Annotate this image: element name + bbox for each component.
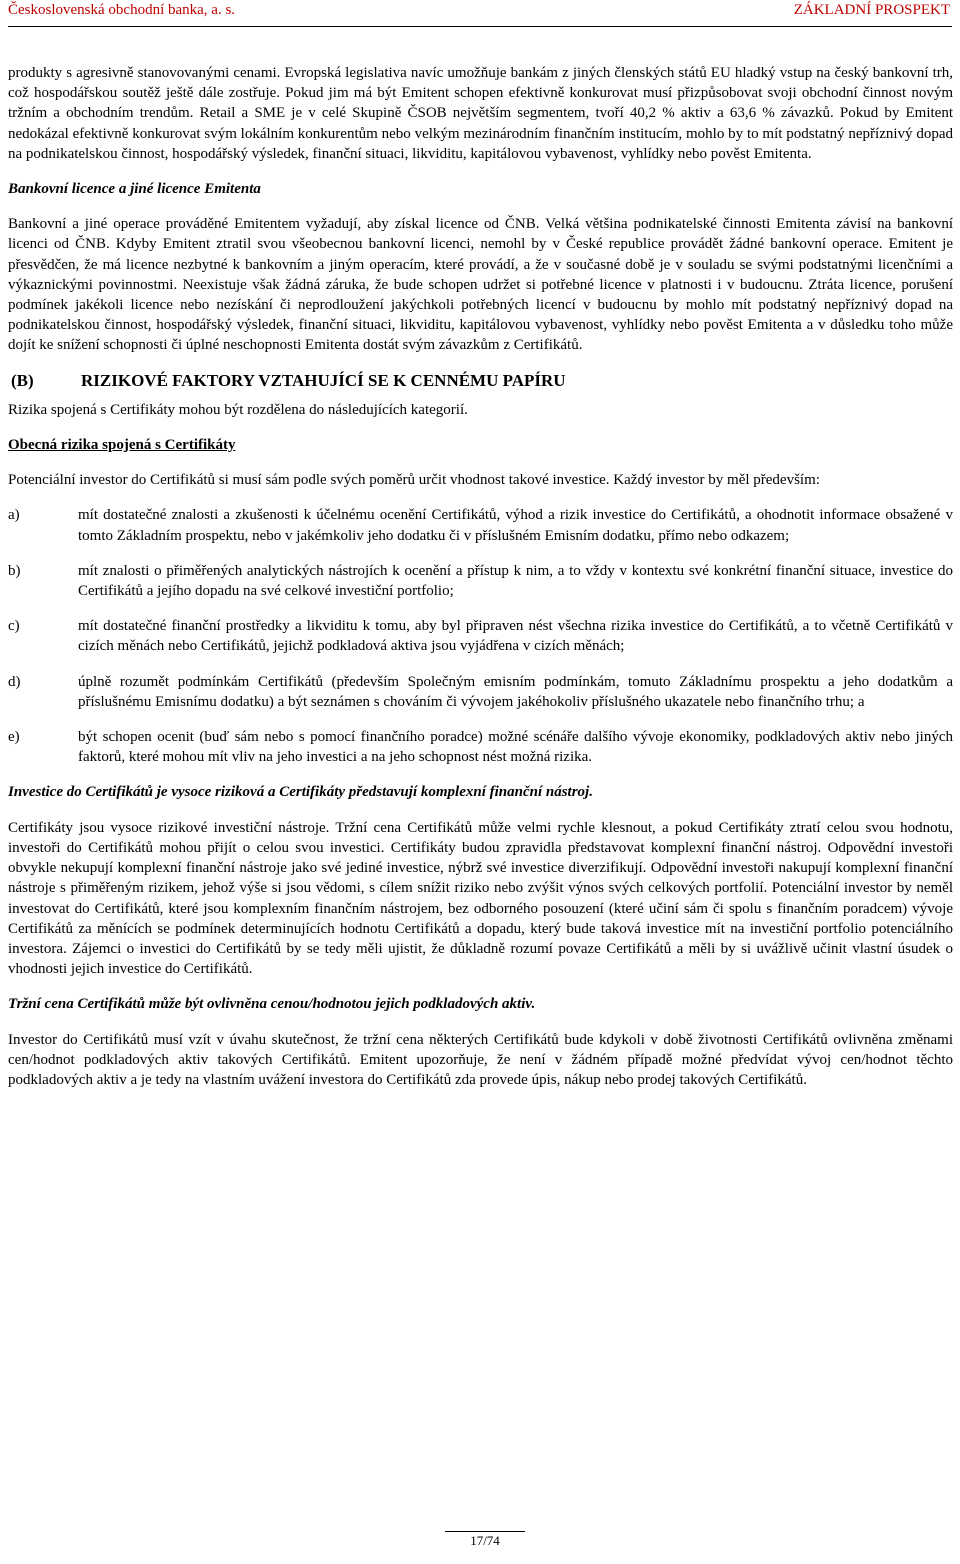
list-item <box>8 561 953 601</box>
page-number: 17/74 <box>445 1531 525 1549</box>
paragraph-market-price: Investor do Certifikátů musí vzít v úvahu skutečnost, že tržní cena některých Certifikátů bude kdykoli v době životnosti Certifikátů ovlivněna změnami cen/hodnot podkladových aktiv takových Certifikátů. Emitent upozorňuje, že není v žádném případě možné předvídat vývoj cen/hodnot těchto podkladových aktiv a je tedy na vlastním uvážení investora do Certifikátů zda provede úpis, nákup nebo prodej takových Certifikátů. <box>8 1031 953 1088</box>
paragraph-competition: produkty s agresivně stanovovanými cenami. Evropská legislativa navíc umožňuje bankám z jiných členských států EU hladký vstup na český bankovní trh, což hospodářskou soutěž ještě dále zostřuje. Pokud jim má být Emitent schopen efektivně konkurovat musí přizpůsobovat svoji obchodní činnost novým tržním a obchodním trendům. Retail a SME je v celé Skupině ČSOB největším segmentem, tvoří 40,2 % aktiv a 63,6 % závazků. Pokud by Emitent nedokázal efektivně konkurovat svým lokálním konkurentům nebo velkým mezinárodním finančním institucím, mohlo by to mít podstatný nepříznivý dopad na podnikatelskou činnost, hospodářský výsledek, finanční situaci, likviditu, kapitálovou vybavenost, vyhlídky nebo pověst Emitenta. <box>8 65 953 162</box>
list-item-letter: e) <box>8 729 20 746</box>
list-item <box>8 727 953 767</box>
list-item-letter: d) <box>8 673 21 690</box>
section-b-heading <box>8 371 953 391</box>
paragraph-risk-categories: Rizika spojená s Certifikáty mohou být rozdělena do následujících kategorií. <box>8 401 468 418</box>
list-item-text: úplně rozumět podmínkám Certifikátů (především Společným emisním podmínkám, tomuto Základnímu prospektu a jeho dodatkům a příslušnému Emisnímu dodatku) a být seznámen s chováním či vývojem jakéhokoliv příslušného ukazatele nebo finančního trhu; a <box>78 673 953 710</box>
header-issuer-name: Československá obchodní banka, a. s. <box>8 2 236 18</box>
heading-complex-instrument: Investice do Certifikátů je vysoce riziková a Certifikáty představují komplexní finanční nástroj. <box>8 784 593 801</box>
list-item <box>8 505 953 545</box>
page-header <box>8 0 952 27</box>
heading-general-risks: Obecná rizika spojená s Certifikáty <box>8 437 236 454</box>
section-b-number: (B) <box>11 370 34 390</box>
paragraph-licence: Bankovní a jiné operace prováděné Emitentem vyžadují, aby získal licence od ČNB. Velká většina podnikatelské činnosti Emitenta závisí na bankovní licenci od ČNB. Kdyby Emitent ztratil svou všeobecnou bankovní licenci, nemohl by v České republice provádět žádné bankovní operace. Emitent je přesvědčen, že má licence nezbytné k bankovním a jiným operacím, které provádí, a že v současné době je v souladu se svými podstatnými licenčními a výkaznickými povinnostmi. Neexistuje však žádná záruka, že bude schopen udržet si potřebné licence v platnosti i v budoucnu. Ztráta licence, porušení podmínek jakékoli licence nebo nezískání či neprodloužení jakýchkoli potřebných licencí v budoucnu by mohlo mít podstatný nepříznivý dopad na podnikatelskou činnost, hospodářský výsledek, finanční situaci, likviditu, kapitálovou vybavenost, vyhlídky nebo pověst Emitenta a v důsledku toho může dojít ke snížení schopnosti či úplné neschopnosti Emitenta dostát svým závazkům z Certifikátů. <box>8 216 953 354</box>
document-body <box>8 63 953 1105</box>
list-item-text: mít dostatečné finanční prostředky a likviditu k tomu, aby byl připraven nést všechna rizika investice do Certifikátů, a to včetně Certifikátů v cizích měnách nebo Certifikátů, jejichž podkladová aktiva jsou vyjádřena v cizích měnách; <box>78 618 953 655</box>
list-item-text: být schopen ocenit (buď sám nebo s pomocí finančního poradce) možné scénáře dalšího vývoje ekonomiky, podkladových aktiv nebo jiných faktorů, které mohou mít vliv na jeho investici a na jeho schopnost nést možná rizika. <box>78 729 953 766</box>
paragraph-complex-instrument: Certifikáty jsou vysoce rizikové investiční nástroje. Tržní cena Certifikátů může velmi rychle klesnout, a pokud Certifikáty ztratí celou svou hodnotu, investoři do Certifikátů mohou přijít o celou svou investici. Certifikáty budou zpravidla představovat komplexní finanční nástroj. Odpovědní investoři obvykle nekupují komplexní finanční nástroje jako své jediné investice, nýbrž své investice diverzifikují. Odpovědní investoři nakupují komplexní finanční nástroje s přiměřeným rizikem, jehož výše si jsou vědomi, s cílem snížit riziko nebo zvýšit výnos svých celkových portfolií. Potenciální investor by neměl investovat do Certifikátů, které jsou komplexním finančním nástrojem, bez odborného posouzení (které učiní sám či spolu s finančním poradcem) vývoje Certifikátů za měnících se podmínek determinujících hodnotu Certifikátů a dopadu, který bude taková investice mít na investiční portfolio potenciálního investora. Zájemci o investici do Certifikátů by se tedy měli ujistit, že důkladně rozumí povaze Certifikátů a měli by si uvážlivě učinit vlastní úsudek o vhodnosti jejich investice do Certifikátů. <box>8 819 953 978</box>
header-document-title: ZÁKLADNÍ PROSPEKT <box>793 2 950 18</box>
list-item-text: mít dostatečné znalosti a zkušenosti k účelnému ocenění Certifikátů, výhod a rizik investice do Certifikátů, a ohodnotit informace obsažené v tomto Základním prospektu, nebo v jakémkoliv jeho dodatku či v příslušném Emisním dodatku, přímo nebo odkazem; <box>78 507 953 544</box>
list-item-text: mít znalosti o přiměřených analytických nástrojích k ocenění a přístup k nim, a to vždy v kontextu své konkrétní finanční situace, investice do Certifikátů a jejího dopadu na své celkové investiční portfolio; <box>78 562 953 600</box>
list-item <box>8 672 953 712</box>
list-item-letter: c) <box>8 618 20 635</box>
list-item-letter: a) <box>8 507 20 524</box>
investor-requirements-list <box>8 505 953 767</box>
paragraph-investor-suitability: Potenciální investor do Certifikátů si musí sám podle svých poměrů určit vhodnost takové investice. Každý investor by měl především: <box>8 472 820 489</box>
section-b-title: RIZIKOVÉ FAKTORY VZTAHUJÍCÍ SE K CENNÉMU PAPÍRU <box>81 370 566 390</box>
list-item-letter: b) <box>8 562 21 579</box>
heading-market-price: Tržní cena Certifikátů může být ovlivněna cenou/hodnotou jejich podkladových aktiv. <box>8 996 536 1013</box>
list-item <box>8 616 953 656</box>
heading-bank-licence: Bankovní licence a jiné licence Emitenta <box>8 181 261 198</box>
